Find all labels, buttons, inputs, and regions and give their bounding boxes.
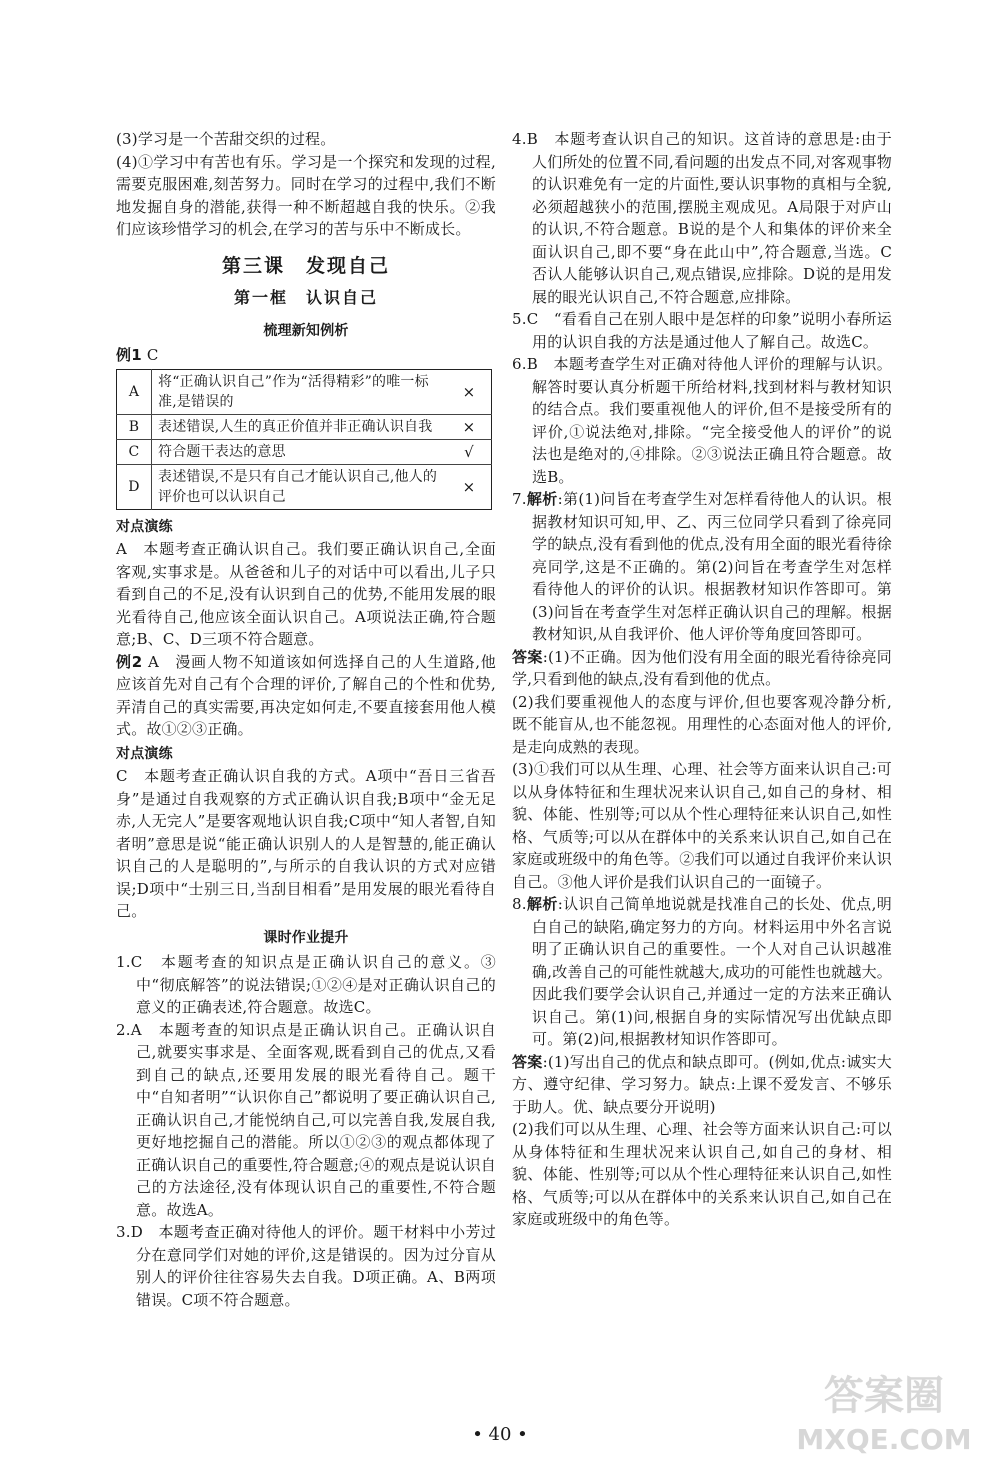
example-2-label: 例2	[116, 652, 143, 671]
example-1-line	[116, 344, 496, 367]
section-heading-homework: 课时作业提升	[263, 929, 349, 946]
answer-item-5: 5.C “看看自己在别人眼中是怎样的印象”说明小春所运用的认识自我的方法是通过他人了解自己。故选C。	[512, 310, 892, 351]
table-row	[117, 414, 492, 439]
example-2-text: A 漫画人物不知道该如何选择自己的人生道路,他应该首先对自己有个合理的评价,了解自己的个性和优势,弄清自己的真实需要,再决定如何走,不要直接套用他人模式。故①②③正确。	[116, 652, 497, 738]
table-row	[117, 369, 492, 414]
option-text: 将“正确认识自己”作为“活得精彩”的唯一标准,是错误的	[158, 373, 429, 410]
lesson-title: 第三课 发现自己	[221, 254, 390, 277]
drill-1-heading: 对点演练	[116, 518, 173, 535]
item-7-number: 7.	[512, 490, 527, 508]
answer-item-3: 3.D 本题考查正确对待他人的评价。题干材料中小芳过分在意同学们对她的评价,这是错误的。因为过分盲从别人的评价往往容易失去自我。D项正确。A、B两项错误。C项不符合题意。	[116, 1223, 496, 1309]
item-8-answer-label: 答案	[512, 1052, 543, 1071]
intro-paragraph-4: (4)①学习中有苦也有乐。学习是一个探究和发现的过程,需要克服困难,刻苦努力。同时在学习的过程中,我们不断地发掘自身的潜能,获得一种不断超越自我的快乐。②我们应该珍惜学习的机会,在学习的苦与乐中不断成长。	[116, 152, 496, 238]
item-8-number: 8.	[512, 895, 527, 913]
item-8-answer-2: (2)我们可以从生理、心理、社会等方面来认识自己:可以从身体特征和生理状况来认识自己,如自己的身材、相貌、体能、性别等;可以从个性心理特征来认识自己,如性格、气质等;可以从在群体中的关系来认识自己,如自己在家庭或班级中的角色等。	[512, 1120, 892, 1228]
drill-1-text: A 本题考查正确认识自己。我们要正确认识自己,全面客观,实事求是。从爸爸和儿子的对话中可以看出,儿子只看到自己的不足,没有认识到自己的优势,不能用发展的眼光看待自己,他应该全面认识自己。A项说法正确,符合题意;B、C、D三项不符合题意。	[116, 540, 496, 648]
cross-mark-icon: ×	[447, 464, 492, 509]
option-analysis-table	[116, 369, 492, 510]
item-7-answer-2: (2)我们要重视他人的态度与评价,但也要客观冷静分析,既不能盲从,也不能忽视。用理性的心态面对他人的评价,是走向成熟的表现。	[512, 692, 892, 756]
watermark-bottom-text: MXQE.COM	[796, 1423, 972, 1456]
item-7-answer	[512, 646, 892, 691]
check-mark-icon: √	[447, 439, 492, 464]
answer-item-8-analysis	[512, 893, 892, 1051]
drill-2-heading: 对点演练	[116, 745, 173, 762]
cross-mark-icon: ×	[462, 382, 476, 401]
option-text: 表述错误,不是只有自己才能认识自己,他人的评价也可以认识自己	[152, 464, 448, 509]
option-text: 表述错误,人生的真正价值并非正确认识自我	[152, 414, 448, 439]
item-8-answer-1: :(1)写出自己的优点和缺点即可。(例如,优点:诚实大方、遵守纪律、学习努力。缺点:上课不爱发言、不够乐于助人。优、缺点要分开说明)	[512, 1052, 892, 1116]
item-8-answer	[512, 1051, 892, 1119]
option-key: D	[117, 464, 152, 509]
item-7-analysis-label: 解析	[526, 490, 558, 508]
right-column	[512, 128, 892, 1231]
cross-mark-icon: ×	[447, 414, 492, 439]
intro-paragraph-3: (3)学习是一个苦甜交织的过程。	[116, 130, 336, 148]
table-row	[117, 439, 492, 464]
item-7-answer-label: 答案	[512, 647, 543, 666]
item-8-analysis-label: 解析	[526, 895, 558, 913]
option-text: 符合题干表达的意思	[152, 439, 448, 464]
watermark-top-text: 答案圈	[824, 1373, 944, 1419]
page-number: • 40 •	[472, 1424, 528, 1445]
table-row	[117, 464, 492, 509]
watermark-logo	[784, 1361, 984, 1461]
option-key: C	[117, 439, 152, 464]
answer-item-1: 1.C 本题考查的知识点是正确认识自己的意义。③中“彻底解答”的说法错误;①②④是对正确认识自己的意义的正确表述,符合题意。故选C。	[116, 953, 496, 1016]
drill-2-text: C 本题考查正确认识自我的方式。A项中“吾日三省吾身”是通过自我观察的方式正确认识自我;B项中“金无足赤,人无完人”是要客观地认识自我;C项中“知人者智,自知者明”意思是说“能正确认识别人的人是智慧的,能正确认识自己的人是聪明的”,与所示的自我认识的方式对应错误;D项中“士别三日,当刮目相看”是用发展的眼光看待自己。	[116, 767, 496, 920]
example-1-answer: C	[146, 346, 159, 364]
option-key: B	[117, 414, 152, 439]
answer-item-4: 4.B 本题考查认识自己的知识。这首诗的意思是:由于人们所处的位置不同,看问题的出发点不同,对客观事物的认识难免有一定的片面性,要认识事物的真相与全貌,必须超越狭小的范围,摆脱主观成见。A局限于对庐山的认识,不符合题意。B说的是个人和集体的评价来全面认识自己,即不要“身在此山中”,符合题意,当选。C否认人能够认识自己,观点错误,应排除。D说的是用发展的眼光认识自己,不符合题意,应排除。	[512, 130, 892, 306]
example-2-paragraph	[116, 651, 496, 741]
example-1-label: 例1	[116, 346, 142, 364]
answer-item-6: 6.B 本题考查学生对正确对待他人评价的理解与认识。解答时要认真分析题干所给材料,找到材料与教材知识的结合点。我们要重视他人的评价,但不是接受所有的评价,①说法绝对,排除。“完全接受他人的评价”的说法也是绝对的,④排除。②③说法正确且符合题意。故选B。	[512, 355, 892, 486]
item-7-answer-1: :(1)不正确。因为他们没有用全面的眼光看待徐亮同学,只看到他的缺点,没有看到他的优点。	[512, 647, 892, 688]
item-8-analysis-text: :认识自己简单地说就是找准自己的长处、优点,明白自己的缺陷,确定努力的方向。材料运用中外名言说明了正确认识自己的重要性。一个人对自己认识越准确,改善自己的可能性就越大,成功的可能性也就越大。因此我们要学会认识自己,并通过一定的方法来正确认识自己。第(1)问,根据自身的实际情况写出优缺点即可。第(2)问,根据教材知识作答即可。	[532, 895, 892, 1048]
section-heading-review: 梳理新知例析	[263, 322, 349, 339]
frame-title: 第一框 认识自己	[233, 288, 378, 307]
answer-item-7-analysis	[512, 488, 892, 646]
left-column	[116, 128, 496, 1311]
item-7-answer-3: (3)①我们可以从生理、心理、社会等方面来认识自己:可以从身体特征和生理状况来认识自己,如自己的身材、相貌、体能、性别等;可以从个性心理特征来认识自己,如性格、气质等;可以从在群体中的关系来认识自己,如自己在家庭或班级中的角色等。②我们可以通过自我评价来认识自己。③他人评价是我们认识自己的一面镜子。	[512, 760, 893, 891]
item-7-analysis-text: :第(1)问旨在考查学生对怎样看待他人的认识。根据教材知识可知,甲、乙、丙三位同学只看到了徐亮同学的缺点,没有看到他的优点,没有用全面的眼光看待徐亮同学,这是不正确的。第(2)问旨在考查学生对怎样看待他人的评价的认识。根据教材知识作答即可。第(3)问旨在考查学生对怎样正确认识自己的理解。根据教材知识,从自我评价、他人评价等角度回答即可。	[532, 490, 892, 643]
answer-item-2: 2.A 本题考查的知识点是正确认识自己。正确认识自己,就要实事求是、全面客观,既看到自己的优点,又看到自己的缺点,还要用发展的眼光看待自己。题干中“自知者明”“认识你自己”都说明了要正确认识自己,正确认识自己,才能悦纳自己,可以完善自我,发展自我,更好地挖掘自己的潜能。所以①②③的观点都体现了正确认识自己的重要性,符合题意;④的观点是说认识自己的方法途径,没有体现认识自己的重要性,不符合题意。故选A。	[116, 1020, 496, 1219]
option-key: A	[117, 369, 152, 414]
